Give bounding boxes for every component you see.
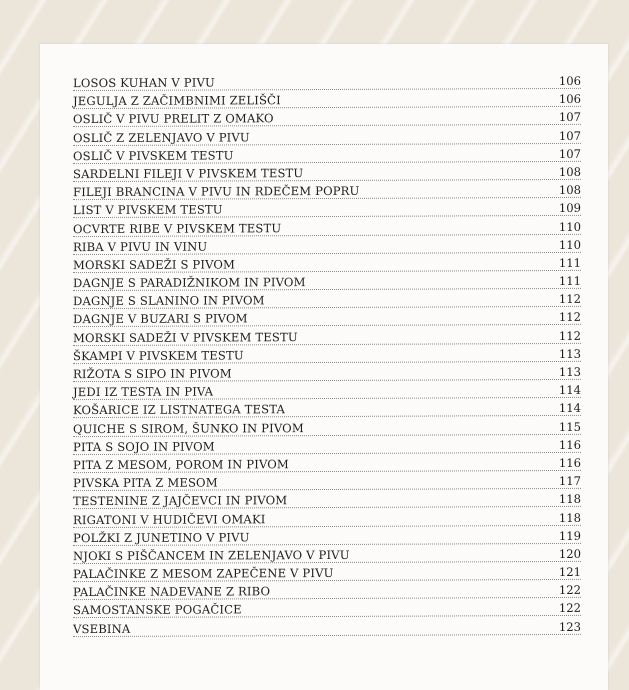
toc-entry-title: PIVSKA PITA Z MESOM <box>73 475 218 490</box>
toc-entry <box>73 489 581 509</box>
toc-entry-title: RIGATONI V HUDIČEVI OMAKI <box>73 511 266 527</box>
toc-entry-page-number: 107 <box>558 109 581 124</box>
toc-entry-page-number: 114 <box>558 382 581 397</box>
toc-entry-title: KOŠARICE IZ LISTNATEGA TESTA <box>73 402 285 418</box>
toc-entry-title: DAGNJE S SLANINO IN PIVOM <box>73 293 265 308</box>
toc-entry-page-number: 113 <box>558 364 581 379</box>
toc-entry-title: RIBA V PIVU IN VINU <box>73 238 208 254</box>
toc-entry <box>73 617 581 637</box>
toc-entry-title: PALAČINKE NADEVANE Z RIBO <box>73 584 271 599</box>
toc-entry-page-number: 109 <box>558 200 581 215</box>
toc-entry-page-number: 107 <box>558 146 581 161</box>
toc-entry-page-number: 112 <box>558 328 581 343</box>
toc-entry-page-number: 117 <box>558 473 581 488</box>
toc-entry-title: TESTENINE Z JAJČEVCI IN PIVOM <box>73 493 288 509</box>
toc-entry <box>73 598 581 618</box>
toc-entry-page-number: 115 <box>558 419 581 434</box>
toc-entry-title: PITA S SOJO IN PIVOM <box>73 438 215 454</box>
book-page <box>40 44 608 690</box>
toc-entry-page-number: 122 <box>558 600 581 616</box>
toc-entry-title: DAGNJE S PARADIŽNIKOM IN PIVOM <box>73 274 306 290</box>
toc-entry <box>73 162 581 182</box>
toc-entry-page-number: 110 <box>558 218 581 234</box>
toc-entry <box>73 125 581 145</box>
toc-entry <box>73 398 581 418</box>
toc-entry-page-number: 111 <box>558 255 581 270</box>
toc-entry-page-number: 116 <box>558 437 581 452</box>
toc-entry-title: MORSKI SADEŽI S PIVOM <box>73 256 236 272</box>
toc-entry-page-number: 107 <box>558 128 581 143</box>
toc-entry-title: OSLIČ Z ZELENJAVO V PIVU <box>73 129 250 145</box>
toc-entry-title: OSLIČ V PIVU PRELIT Z OMAKO <box>73 111 274 127</box>
toc-entry-title: MORSKI SADEŽI V PIVSKEM TESTU <box>73 329 298 345</box>
toc-entry-title: NJOKI S PIŠČANCEM IN ZELENJAVO V PIVU <box>73 547 350 563</box>
table-of-contents <box>73 72 581 636</box>
toc-entry <box>73 416 581 436</box>
toc-entry-page-number: 112 <box>558 291 581 306</box>
toc-entry-title: JEGULJA Z ZAČIMBNIMI ZELIŠČI <box>73 92 281 108</box>
toc-entry-page-number: 120 <box>558 546 581 561</box>
toc-entry-title: FILEJI BRANCINA V PIVU IN RDEČEM POPRU <box>73 183 360 199</box>
toc-entry-page-number: 113 <box>558 346 581 361</box>
toc-entry-page-number: 118 <box>558 491 581 506</box>
toc-entry <box>73 344 581 364</box>
toc-entry-page-number: 106 <box>558 73 581 88</box>
toc-entry <box>73 507 581 527</box>
toc-entry-title: PITA Z MESOM, POROM IN PIVOM <box>73 456 289 472</box>
toc-entry <box>73 544 581 564</box>
toc-entry <box>73 216 581 236</box>
toc-entry-page-number: 110 <box>558 237 581 252</box>
toc-entry-title: PALAČINKE Z MESOM ZAPEČENE V PIVU <box>73 565 334 581</box>
toc-entry-title: ŠKAMPI V PIVSKEM TESTU <box>73 347 244 363</box>
toc-entry-page-number: 121 <box>558 564 581 579</box>
toc-entry <box>73 235 581 255</box>
toc-entry-page-number: 123 <box>558 619 581 634</box>
toc-entry-page-number: 108 <box>558 164 581 179</box>
toc-entry <box>73 307 581 327</box>
toc-entry-title: JEDI IZ TESTA IN PIVA <box>73 384 214 399</box>
toc-entry-title: LIST V PIVSKEM TESTU <box>73 202 223 218</box>
toc-entry-title: SAMOSTANSKE POGAČICE <box>73 602 242 618</box>
toc-entry-title: DAGNJE V BUZARI S PIVOM <box>73 311 248 327</box>
toc-entry-title: VSEBINA <box>73 621 131 636</box>
toc-entry <box>73 198 581 218</box>
toc-entry-page-number: 118 <box>558 509 581 525</box>
toc-entry <box>73 326 581 346</box>
toc-entry-title: OSLIČ V PIVSKEM TESTU <box>73 147 234 163</box>
toc-entry-title: SARDELNI FILEJI V PIVSKEM TESTU <box>73 165 304 181</box>
toc-entry-title: LOSOS KUHAN V PIVU <box>73 75 215 90</box>
toc-entry <box>73 435 581 455</box>
toc-entry-page-number: 111 <box>558 273 581 288</box>
toc-entry-page-number: 112 <box>558 309 581 325</box>
toc-entry <box>73 453 581 473</box>
toc-entry-page-number: 108 <box>558 182 581 197</box>
toc-entry-page-number: 106 <box>558 91 581 106</box>
toc-entry <box>73 526 581 546</box>
toc-entry <box>73 107 581 127</box>
toc-entry-title: OCVRTE RIBE V PIVSKEM TESTU <box>73 220 282 236</box>
toc-entry-title: QUICHE S SIROM, ŠUNKO IN PIVOM <box>73 420 304 436</box>
toc-entry-page-number: 119 <box>558 528 581 543</box>
toc-entry <box>73 144 581 164</box>
toc-entry-page-number: 114 <box>558 400 581 415</box>
toc-entry-page-number: 122 <box>558 582 581 597</box>
toc-entry-page-number: 116 <box>558 455 581 470</box>
toc-entry-title: POLŽKI Z JUNETINO V PIVU <box>73 529 250 545</box>
toc-entry-title: RIŽOTA S SIPO IN PIVOM <box>73 366 232 381</box>
toc-entry <box>73 253 581 273</box>
